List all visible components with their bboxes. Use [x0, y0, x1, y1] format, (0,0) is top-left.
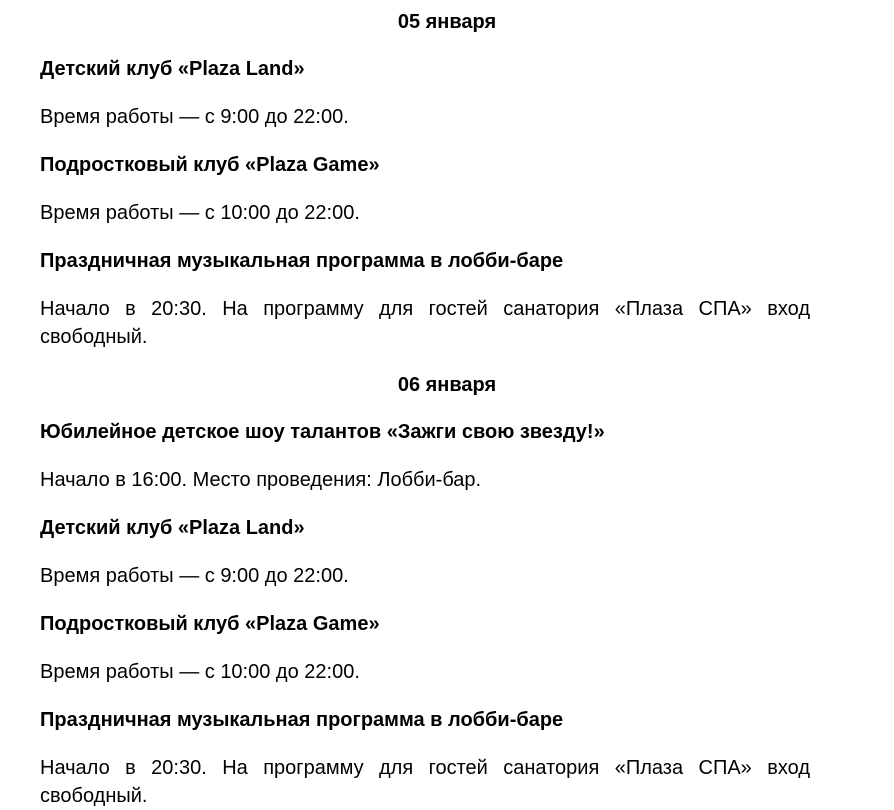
event-title: Подростковый клуб «Plaza Game» [40, 154, 380, 176]
event-title: Праздничная музыкальная программа в лобби-баре [40, 250, 564, 272]
event-title: Детский клуб «Plaza Land» [40, 58, 305, 80]
day-heading: 06 января [397, 374, 497, 396]
event-description: Время работы — с 10:00 до 22:00. [40, 202, 360, 224]
event-description: Время работы — с 10:00 до 22:00. [40, 661, 360, 683]
event-title: Юбилейное детское шоу талантов «Зажги свою звезду!» [40, 421, 605, 443]
event-title: Праздничная музыкальная программа в лобби-баре [40, 709, 564, 731]
event-description: Время работы — с 9:00 до 22:00. [40, 106, 349, 128]
event-description: Начало в 16:00. Место проведения: Лобби-бар. [40, 469, 482, 491]
event-title: Детский клуб «Plaza Land» [40, 517, 305, 539]
event-description: Время работы — с 9:00 до 22:00. [40, 565, 349, 587]
event-title: Подростковый клуб «Plaza Game» [40, 613, 380, 635]
day-heading: 05 января [397, 11, 497, 33]
event-description: Начало в 20:30. На программу для гостей санатория «Плаза СПА» вход свободный. [40, 757, 810, 807]
event-description: Начало в 20:30. На программу для гостей санатория «Плаза СПА» вход свободный. [40, 298, 810, 348]
